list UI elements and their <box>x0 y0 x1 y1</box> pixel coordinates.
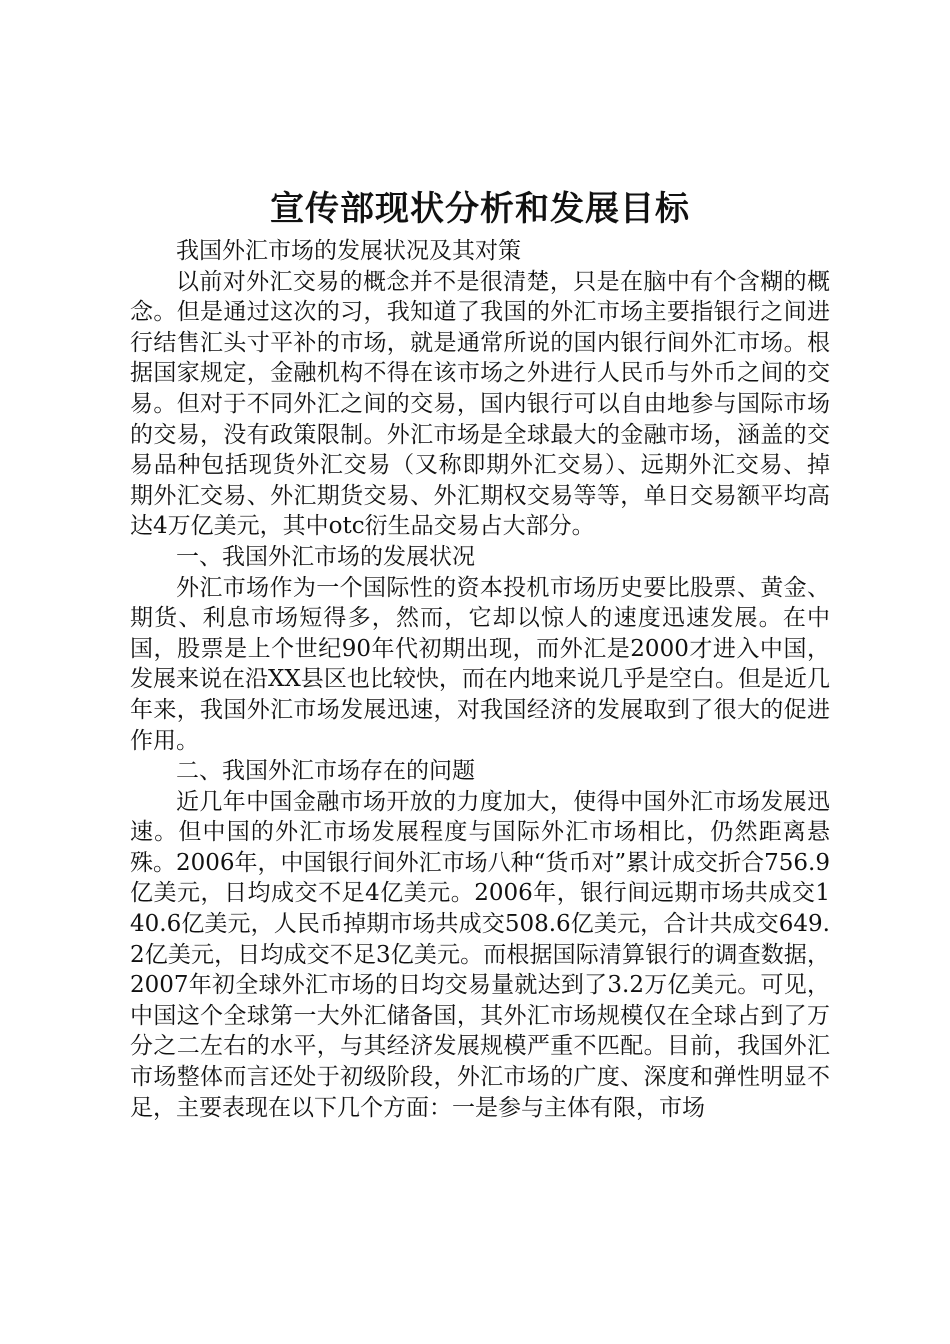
section-heading-1: 一、我国外汇市场的发展状况 <box>176 543 475 570</box>
document-title: 宣传部现状分析和发展目标 <box>270 189 690 229</box>
subtitle-paragraph: 我国外汇市场的发展状况及其对策 <box>176 238 521 264</box>
body-paragraph-development: 外汇市场作为一个国际性的资本投机市场历史要比股票、黄金、期货、利息市场短得多，然而，它却以惊人的速度迅速发展。在中国，股票是上个世纪90年代初期出现，而外汇是2000才进入中国，发展来说在沿XX县区也比较快，而在内地来说几乎是空白。但是近几年来，我国外汇市场发展迅速，对我国经济的发展取到了很大的促进作用。 <box>130 574 830 754</box>
body-paragraph-problems: 近几年中国金融市场开放的力度加大，使得中国外汇市场发展迅速。但中国的外汇市场发展程度与国际外汇市场相比，仍然距离悬殊。2006年，中国银行间外汇市场八种“货币对”累计成交折合756.9亿美元，日均成交不足4亿美元。2006年，银行间远期市场共成交140.6亿美元，人民币掉期市场共成交508.6亿美元，合计共成交649.2亿美元，日均成交不足3亿美元。而根据国际清算银行的调查数据，2007年初全球外汇市场的日均交易量就达到了3.2万亿美元。可见，中国这个全球第一大外汇储备国，其外汇市场规模仅在全球占到了万分之二左右的水平，与其经济发展规模严重不匹配。目前，我国外汇市场整体而言还处于初级阶段，外汇市场的广度、深度和弹性明显不足，主要表现在以下几个方面：一是参与主体有限，市场 <box>130 788 830 1121</box>
document-page <box>130 186 830 1123</box>
body-paragraph-intro: 以前对外汇交易的概念并不是很清楚，只是在脑中有个含糊的概念。但是通过这次的习，我知道了我国的外汇市场主要指银行之间进行结售汇头寸平补的市场，就是通常所说的国内银行间外汇市场。根据国家规定，金融机构不得在该市场之外进行人民币与外币之间的交易。但对于不同外汇之间的交易，国内银行可以自由地参与国际市场的交易，没有政策限制。外汇市场是全球最大的金融市场，涵盖的交易品种包括现货外汇交易（又称即期外汇交易）、远期外汇交易、掉期外汇交易、外汇期货交易、外汇期权交易等等，单日交易额平均高达4万亿美元，其中otc衍生品交易占大部分。 <box>130 268 830 540</box>
section-heading-2: 二、我国外汇市场存在的问题 <box>176 758 475 785</box>
